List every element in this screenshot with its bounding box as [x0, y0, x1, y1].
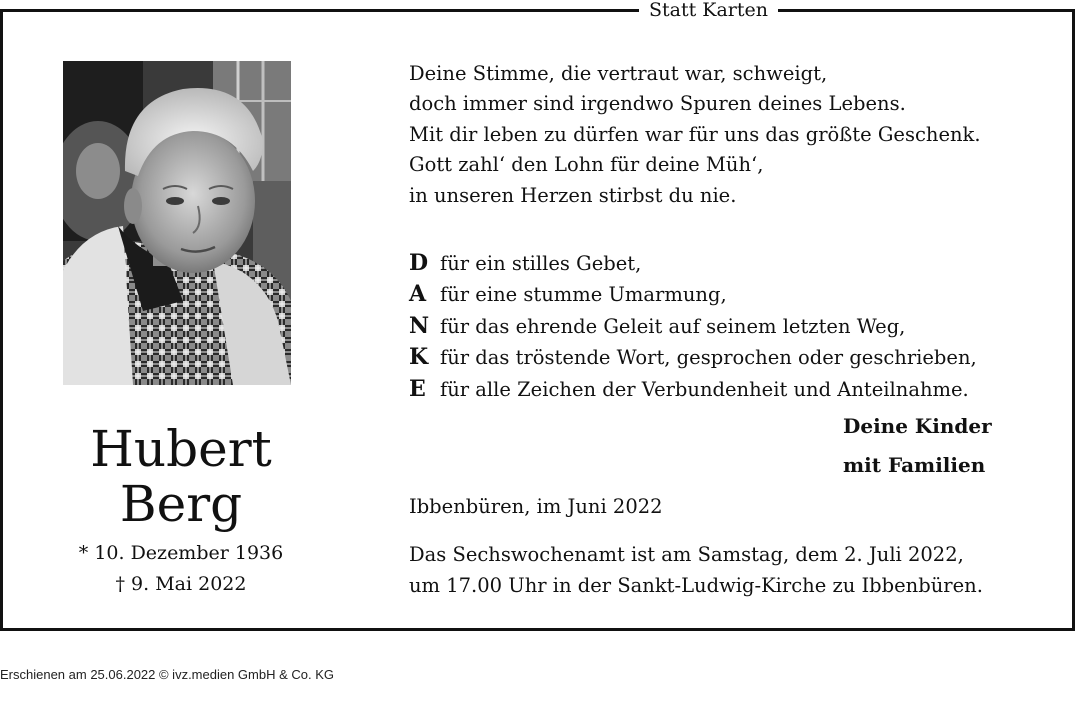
danke-acrostic: [409, 248, 1069, 405]
signature-line: mit Familien: [843, 453, 986, 477]
signature-line: Deine Kinder: [843, 414, 992, 438]
card-header-label: Statt Karten: [639, 0, 778, 23]
danke-letter: A: [409, 281, 427, 308]
memorial-verse: [409, 59, 1049, 211]
service-line: um 17.00 Uhr in der Sankt-Ludwig-Kirche zu Ibbenbüren.: [409, 573, 983, 597]
verse-line: Gott zahl‘ den Lohn für deine Müh‘,: [409, 153, 764, 177]
verse-line: Deine Stimme, die vertraut war, schweigt,: [409, 62, 828, 85]
danke-letter: N: [409, 312, 430, 339]
danke-row: [409, 342, 1069, 373]
place-and-date: Ibbenbüren, im Juni 2022: [409, 495, 663, 518]
verse-line: in unseren Herzen stirbst du nie.: [409, 183, 737, 207]
verse-line: doch immer sind irgendwo Spuren deines Lebens.: [409, 92, 906, 116]
danke-row: [409, 311, 1069, 342]
danke-text: für das tröstende Wort, gesprochen oder geschrieben,: [440, 346, 977, 370]
publication-footer: Erschienen am 25.06.2022 © ivz.medien GmbH & Co. KG: [0, 667, 335, 682]
danke-letter: E: [409, 375, 426, 402]
danke-text: für alle Zeichen der Verbundenheit und Anteilnahme.: [440, 377, 969, 401]
life-dates: [63, 538, 299, 600]
danke-letter: K: [409, 344, 429, 371]
birth-date: * 10. Dezember 1936: [78, 542, 284, 564]
deceased-block: [63, 422, 299, 600]
danke-letter: D: [409, 250, 429, 276]
danke-row: [409, 248, 1069, 279]
service-line: Das Sechswochenamt ist am Samstag, dem 2. Juli 2022,: [409, 543, 964, 566]
service-notice: [409, 540, 983, 601]
danke-text: für eine stumme Umarmung,: [440, 283, 727, 307]
danke-row: [409, 279, 1069, 310]
death-date: † 9. Mai 2022: [115, 573, 247, 595]
danke-text: für ein stilles Gebet,: [440, 252, 642, 275]
danke-text: für das ehrende Geleit auf seinem letzten Weg,: [440, 314, 906, 338]
verse-line: Mit dir leben zu dürfen war für uns das größte Geschenk.: [409, 122, 981, 146]
family-signature: [843, 407, 992, 485]
deceased-first-name: Hubert: [90, 420, 272, 478]
deceased-last-name: Berg: [119, 475, 243, 533]
portrait-photo-icon: [63, 61, 291, 385]
danke-row: [409, 374, 1069, 405]
